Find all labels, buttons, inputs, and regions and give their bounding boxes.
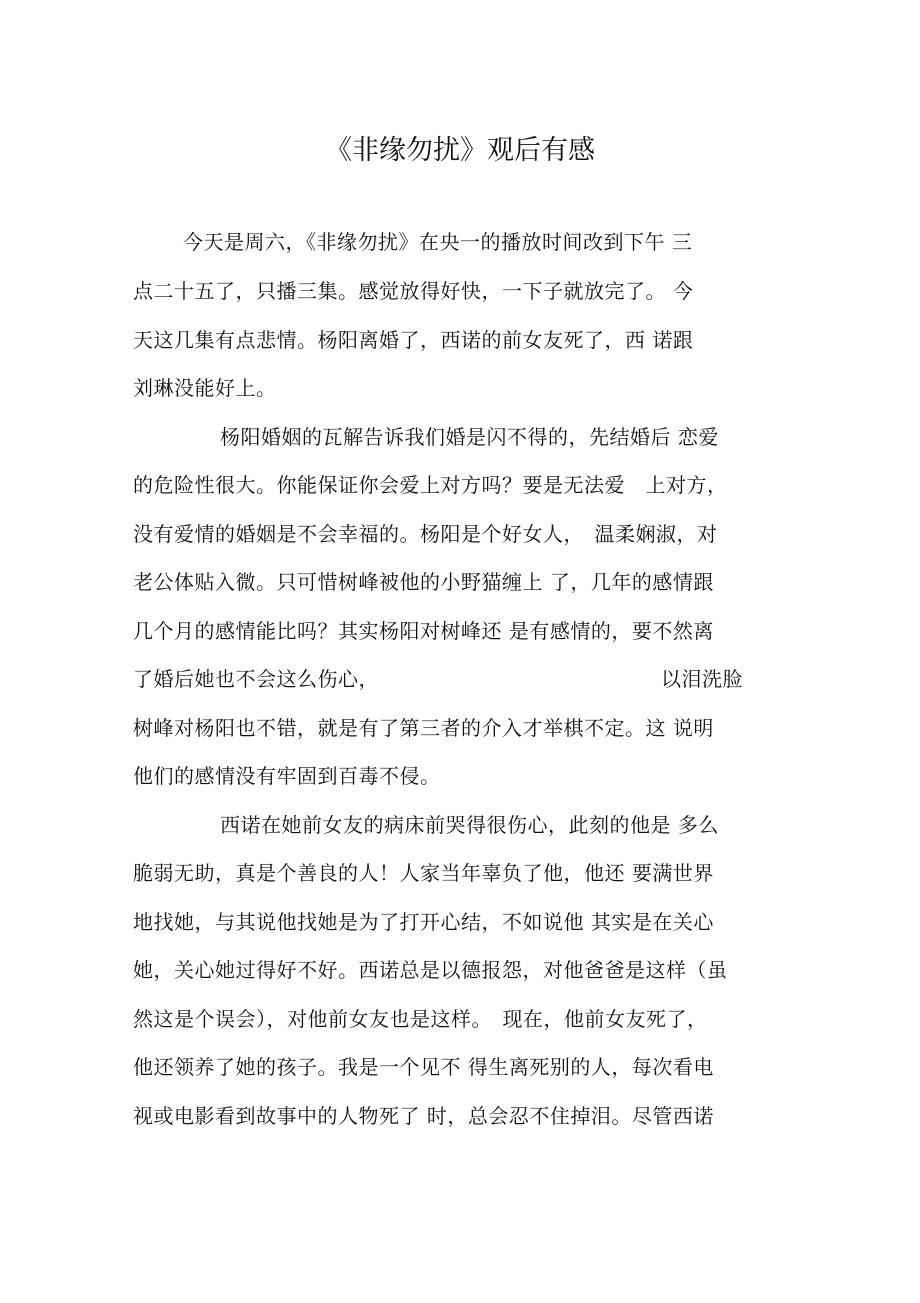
paragraph-2-line-3: 没有爱情的婚姻是不会幸福的。杨阳是个好女人， 温柔娴淑，对	[133, 522, 718, 546]
paragraph-1-line-3: 天这几集有点悲情。杨阳离婚了，西诺的前女友死了，西 诺跟	[133, 328, 694, 352]
paragraph-3-line-7: 视或电影看到故事中的人物死了 时，总会忍不住掉泪。尽管西诺	[133, 1104, 714, 1128]
paragraph-3-line-3: 地找她，与其说他找她是为了打开心结，不如说他 其实是在关心	[133, 910, 714, 934]
paragraph-2-line-8: 他们的感情没有牢固到百毒不侵。	[133, 764, 441, 788]
document-title: 《非缘勿扰》观后有感	[325, 135, 595, 166]
paragraph-1-line-1: 今天是周六，《非缘勿扰》在央一的播放时间改到下午 三	[183, 230, 693, 254]
paragraph-2-line-7: 树峰对杨阳也不错，就是有了第三者的介入才举棋不定。这 说明	[133, 716, 714, 740]
paragraph-1-line-2: 点二十五了，只播三集。感觉放得好快，一下子就放完了。 今	[133, 279, 694, 303]
paragraph-3-line-5: 然这是个误会），对他前女友也是这样。 现在，他前女友死了，	[133, 1007, 708, 1031]
paragraph-2-line-2: 的危险性很大。你能保证你会爱上对方吗？要是无法爱 上对方，	[133, 473, 728, 497]
paragraph-3-line-2: 脆弱无助，真是个善良的人！人家当年辜负了他，他还 要满世界	[133, 861, 714, 885]
paragraph-2-line-4: 老公体贴入微。只可惜树峰被他的小野猫缠上 了，几年的感情跟	[133, 570, 714, 594]
paragraph-1-line-4: 刘琳没能好上。	[133, 376, 277, 400]
paragraph-2-line-5: 几个月的感情能比吗？其实杨阳对树峰还 是有感情的，要不然离	[133, 619, 714, 643]
paragraph-3-line-1: 西诺在她前女友的病床前哭得很伤心，此刻的他是 多么	[220, 813, 719, 837]
paragraph-3-line-4: 她，关心她过得好不好。西诺总是以德报怨，对他爸爸是这样（虽	[133, 958, 728, 982]
paragraph-3-line-6: 他还领养了她的孩子。我是一个见不 得生离死别的人，每次看电	[133, 1055, 714, 1079]
paragraph-2-line-6-tail: 以泪洗脸	[661, 667, 743, 691]
paragraph-2-line-1: 杨阳婚姻的瓦解告诉我们婚是闪不得的，先结婚后 恋爱	[220, 425, 719, 449]
paragraph-2-line-6: 了婚后她也不会这么伤心，	[133, 667, 379, 691]
